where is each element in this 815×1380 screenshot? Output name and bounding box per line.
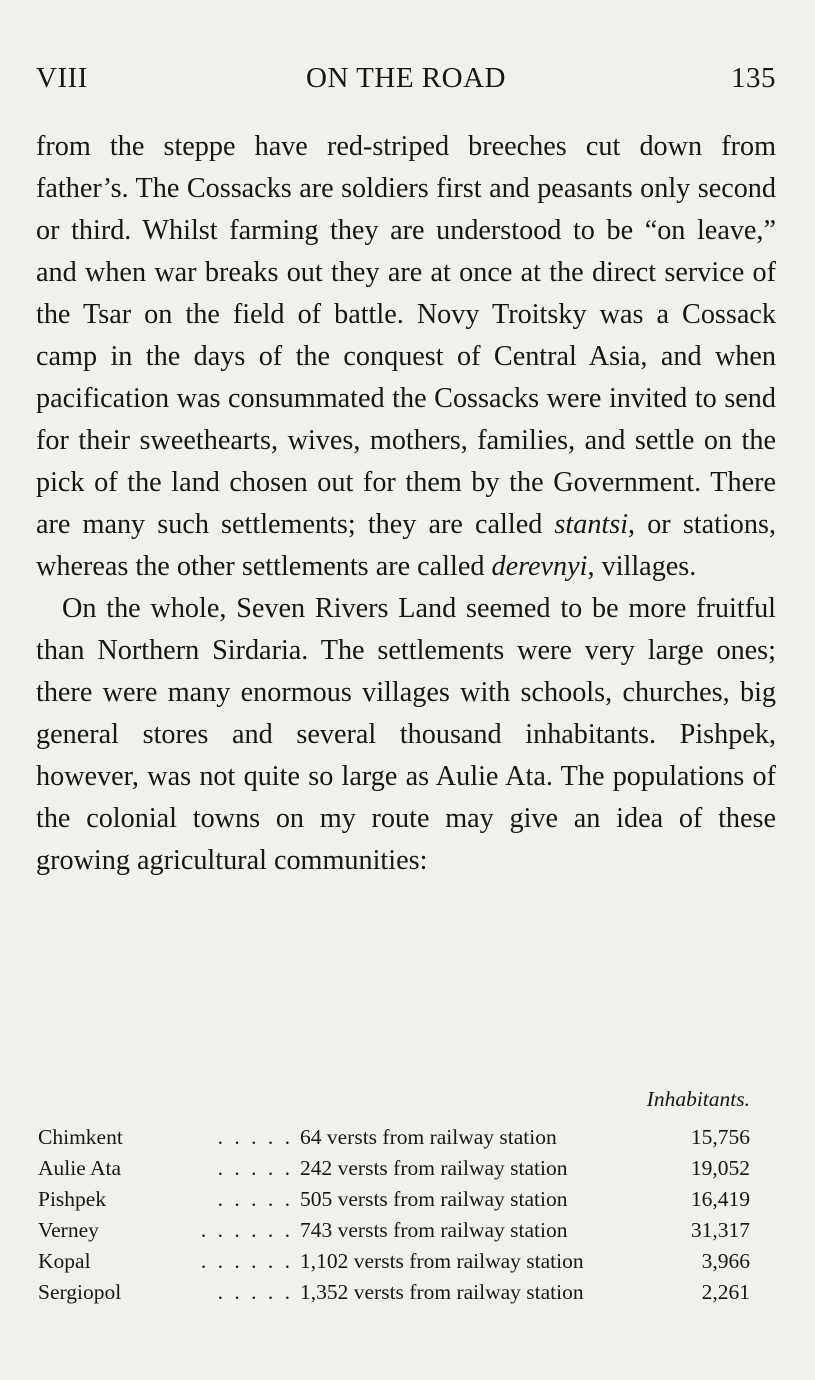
distance: 64 versts from railway station — [300, 1125, 557, 1149]
inhabitants-count: 16,419 — [690, 1187, 750, 1211]
distance: 505 versts from railway station — [300, 1187, 568, 1211]
inhabitants-count: 2,261 — [701, 1280, 750, 1304]
table-row — [38, 1122, 750, 1153]
population-table — [38, 1086, 750, 1308]
table-row — [38, 1215, 750, 1246]
paragraph — [36, 588, 776, 882]
text-run: On the whole, Seven Rivers Land seemed to be more fruitful than Northern Sirdaria. The settlements were very large ones; there were many enormous villages with schools, churches, big general stores and several thousand inhabitants. Pishpek, however, was not quite so large as Aulie Ata. The populations of the colonial towns on my route may give an idea of these growing agricultural communities: — [36, 593, 776, 876]
dot-leader: . . . . . — [217, 1187, 293, 1211]
text-run: , or stations, whereas the other settlements are called — [36, 509, 776, 582]
place-name: Sergiopol — [38, 1280, 122, 1304]
italic-term-derevnyi: derevnyi — [491, 551, 588, 582]
inhabitants-count: 19,052 — [690, 1156, 750, 1180]
page-number: 135 — [731, 62, 776, 94]
inhabitants-count: 3,966 — [701, 1249, 750, 1273]
table-row — [38, 1246, 750, 1277]
place-name: Kopal — [38, 1249, 91, 1273]
distance: 743 versts from railway station — [300, 1218, 568, 1242]
running-header — [36, 62, 776, 102]
dot-leader: . . . . . — [217, 1280, 293, 1304]
inhabitants-count: 15,756 — [690, 1125, 750, 1149]
distance: 1,102 versts from railway station — [300, 1249, 584, 1273]
place-name: Pishpek — [38, 1187, 107, 1211]
chapter-number: VIII — [36, 62, 88, 94]
inhabitants-column-header: Inhabitants. — [646, 1087, 750, 1111]
place-name: Aulie Ata — [38, 1156, 121, 1180]
place-name: Chimkent — [38, 1125, 123, 1149]
table-row — [38, 1153, 750, 1184]
distance: 242 versts from railway station — [300, 1156, 568, 1180]
dot-leader: . . . . . — [217, 1125, 293, 1149]
table-row — [38, 1277, 750, 1308]
paragraph — [36, 126, 776, 588]
text-run: , villages. — [587, 551, 697, 582]
dot-leader: . . . . . . — [200, 1218, 293, 1242]
running-title: ON THE ROAD — [306, 62, 506, 94]
dot-leader: . . . . . — [217, 1156, 293, 1180]
dot-leader: . . . . . . — [200, 1249, 293, 1273]
distance: 1,352 versts from railway station — [300, 1280, 584, 1304]
body-text — [36, 126, 776, 882]
italic-term-stantsi: stantsi — [554, 509, 629, 540]
text-run: from the steppe have red-striped breeches cut down from father’s. The Cossacks are soldiers first and peasants only second or third. Whilst farming they are understood to be “on leave,” and when war breaks out they are at once at the direct service of the Tsar on the field of battle. Novy Troitsky was a Cossack camp in the days of the conquest of Central Asia, and when pacification was consummated the Cossacks were invited to send for their sweethearts, wives, mothers, families, and settle on the pick of the land chosen out for them by the Government. There are many such settlements; they are called — [36, 131, 776, 540]
inhabitants-count: 31,317 — [690, 1218, 750, 1242]
place-name: Verney — [38, 1218, 99, 1242]
table-row — [38, 1184, 750, 1215]
